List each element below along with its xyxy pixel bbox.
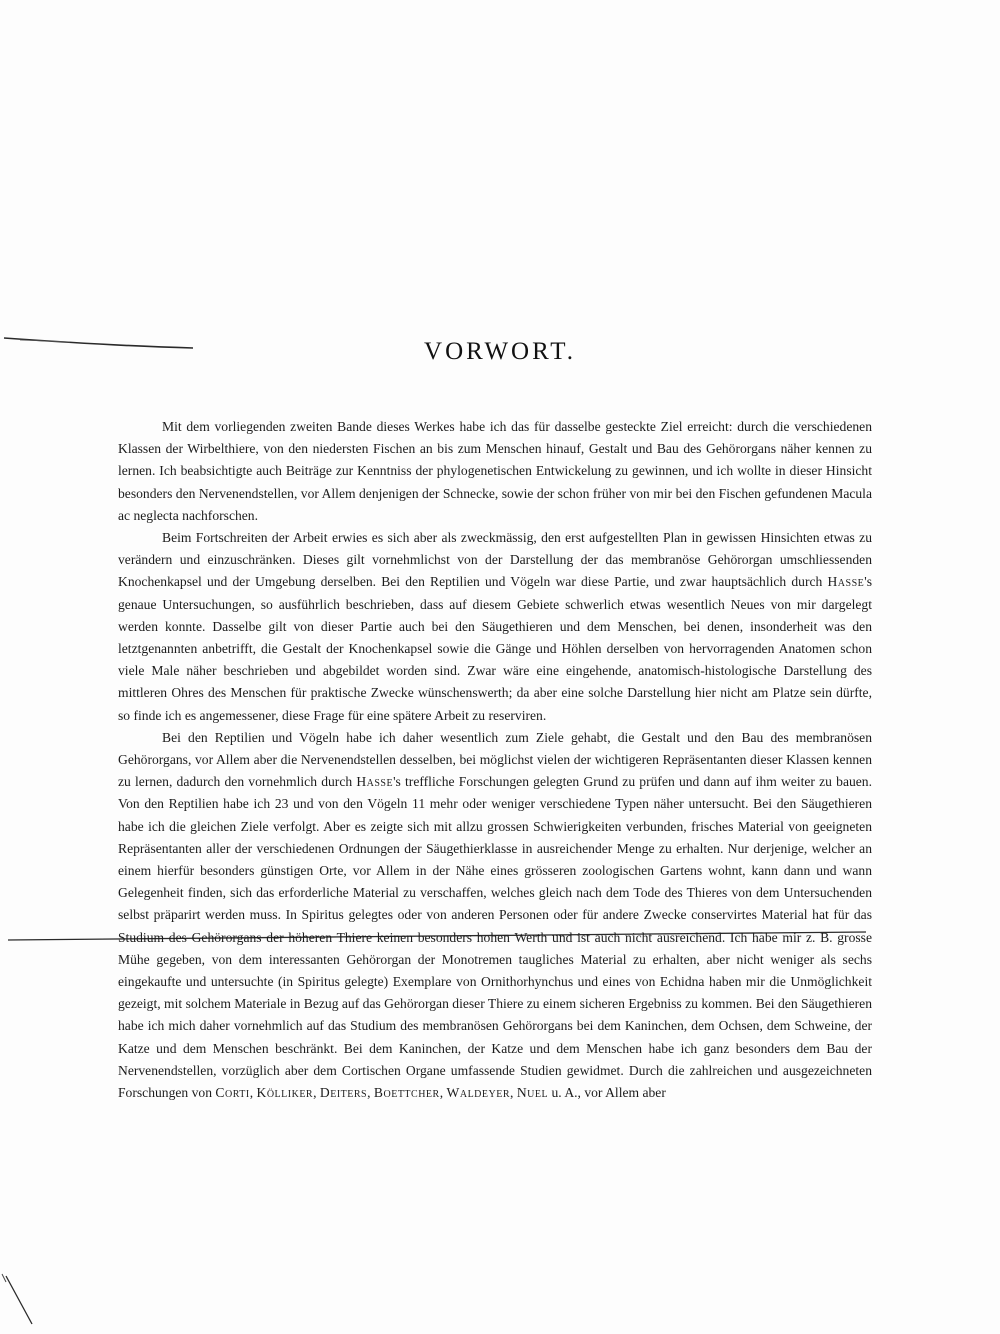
paragraph-3-text: , bbox=[249, 1085, 257, 1101]
paragraph-3 bbox=[118, 727, 872, 1104]
paragraph-3-text: , bbox=[510, 1085, 517, 1101]
paragraph-2 bbox=[118, 527, 872, 727]
author-name: Deiters bbox=[319, 1085, 368, 1101]
author-name: Hasse bbox=[827, 574, 865, 590]
paragraph-2-text: Beim Fortschreiten der Arbeit erwies es sich aber als zweckmässig, den erst aufgestellten Plan in gewissen Hinsichten etwas zu verändern und einzuschränken. Dieses gilt vornehmlichst von der Darstellung der das membranöse Gehörorgan umschliessenden Knochenkapsel und der Umgebung derselben. Bei den Reptilien und Vögeln war diese Partie, und zwar hauptsächlich durch bbox=[118, 530, 872, 590]
preface-body bbox=[118, 416, 872, 1104]
author-name: Waldeyer bbox=[446, 1085, 511, 1101]
paragraph-2-text: 's genaue Untersuchungen, so ausführlich beschrieben, dass auf diesem Gebiete schwerlich etwas wesentlich Neues von mir dargelegt werden konnte. Dasselbe gilt von dieser Partie auch bei den Säugethieren und dem Menschen, bei denen, insonderheit was den letztgenannten anbetrifft, die Gestalt der Knochenkapsel sowie die Gänge und Höhlen derselben von hervorragenden Anatomen schon viele Male näher beschrieben und abgebildet worden sind. Zwar wäre eine eingehende, anatomisch-histologische Darstellung des mittleren Ohres des Menschen für praktische Zwecke wünschenswerth; da aber eine solche Darstellung hier nicht am Platze sein dürfte, so finde ich es angemessener, diese Frage für eine spätere Arbeit zu reserviren. bbox=[118, 574, 872, 723]
paragraph-1-text: Mit dem vorliegenden zweiten Bande dieses Werkes habe ich das für dasselbe gesteckte Ziel erreicht: durch die verschiedenen Klassen der Wirbelthiere, von den niedersten Fischen an bis zum Menschen hinauf, Gestalt und Bau des Gehörorgans näher kennen zu lernen. Ich beabsichtigte auch Beiträge zur Kenntniss der phylogenetischen Entwickelung zu gewinnen, und ich wollte in dieser Hinsicht besonders den Nervenendstellen, vor Allem denjenigen der Schnecke, sowie der schon früher von mir bei den Fischen gefundenen Macula ac neglecta nachforschen. bbox=[118, 419, 872, 523]
paragraph-3-text: Bei den Reptilien und Vögeln habe ich daher wesentlich zum Ziele gehabt, die Gestalt und den Bau des membranösen Gehörorgans, vor Allem aber die Nervenendstellen desselben, bei möglichst vielen der wichtigeren Repräsentanten dieser Klassen kennen zu lernen, dadurch den vornehmlich durch bbox=[118, 729, 872, 790]
paragraph-3-text: , bbox=[439, 1085, 447, 1101]
author-name: Kölliker bbox=[256, 1085, 314, 1101]
author-name: Corti bbox=[215, 1085, 250, 1101]
scan-edge-mark-bottom-left bbox=[0, 1272, 50, 1334]
author-name: Nuel bbox=[516, 1085, 549, 1101]
paragraph-3-text: , bbox=[313, 1085, 320, 1101]
paragraph-3-text: 's treffliche Forschungen gelegten Grund zu prüfen und dann auf ihm weiter zu bauen. Von den Reptilien habe ich 23 und von den Vögeln 11 mehr oder weniger verschiedene Typen näher untersucht. Bei den Säugethieren habe ich die gleichen Ziele verfolgt. Aber es zeigte sich mit allzu grossen Schwierigkeiten verbunden, frisches Material von geeigneten Repräsentanten aller der verschiedenen Ordnungen der Säugethierklasse in ausreichender Menge zu erhalten. Nur derjenige, welcher an einem hierfür besonders günstigen Orte, vor Allem in der Nähe eines grösseren zoologischen Gartens wohnt, kann dann und wann Gelegenheit finden, sich das erforderliche Material zu verschaffen, welches gleich nach dem Tode des Thieres von dem Untersuchenden selbst präparirt werden muss. In Spiritus gelegtes oder von anderen Personen oder für andere Zwecke conservirtes Material hat für das Studium des Gehörorgans der höheren Thiere keinen besonders hohen Werth und ist auch nicht ausreichend. Ich habe mir z. B. grosse Mühe gegeben, von dem interessanten Gehörorgan der Monotremen taugliches Material zu erhalten, aber nicht weniger als sechs eingekaufte und untersuchte (in Spiritus gelegte) Exemplare von Ornithorhynchus und eines von Echidna haben mir die Unmöglichkeit gezeigt, mit solchem Materiale in Bezug auf das Gehörorgan dieser Thiere zu einem sicheren Ergebniss zu kommen. Bei den Säugethieren habe ich mich daher vornehmlich auf das Studium des membranösen Gehörorgans bei dem Kaninchen, dem Ochsen, dem Schweine, der Katze und dem Menschen beschränkt. Bei dem Kaninchen, der Katze und dem Menschen habe ich ganz besonders dem Bau der Nervenendstellen, vorzüglich aber dem Cortischen Organe umfassende Studien gewidmet. Durch die zahlreichen und ausgezeichneten Forschungen von bbox=[118, 774, 872, 1101]
paragraph-1 bbox=[118, 416, 872, 527]
paragraph-3-text: u. A., vor Allem aber bbox=[548, 1085, 666, 1101]
author-name: Boettcher bbox=[373, 1085, 440, 1101]
page-title: VORWORT. bbox=[424, 338, 576, 365]
author-name: Hasse bbox=[356, 774, 394, 790]
paragraph-3-text: , bbox=[367, 1085, 374, 1101]
